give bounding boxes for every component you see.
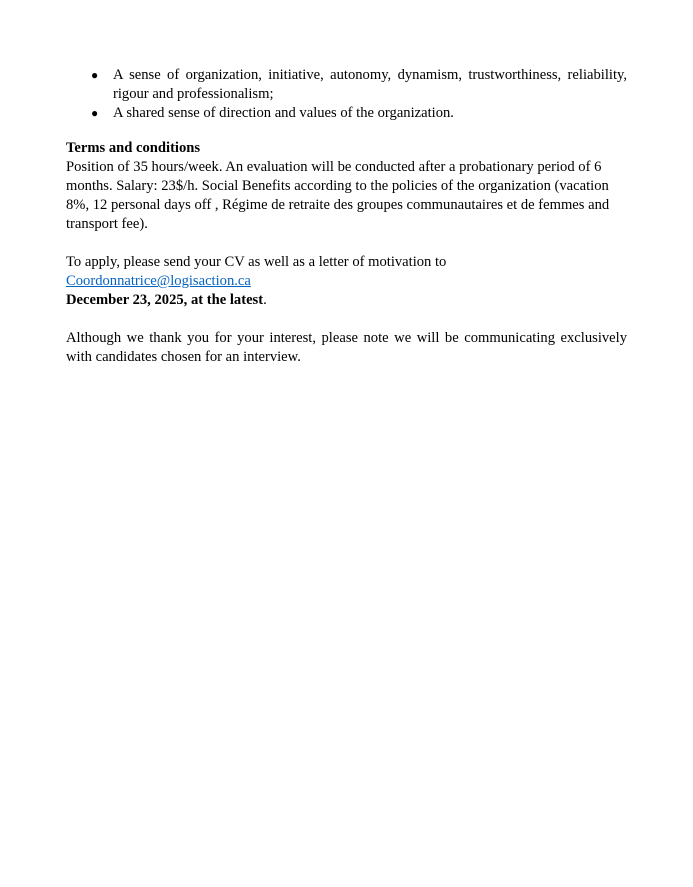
bullet-icon: ●	[91, 106, 99, 120]
bullet-icon: ●	[91, 68, 99, 82]
apply-paragraph	[66, 253, 627, 310]
apply-text: To apply, please send your CV as well as a letter of motivation to	[66, 254, 447, 270]
deadline-text: December 23, 2025, at the latest	[66, 292, 264, 308]
deadline-end: .	[263, 292, 267, 308]
list-item	[91, 66, 627, 104]
qualities-list	[66, 66, 627, 123]
terms-section	[66, 139, 627, 234]
terms-body: Position of 35 hours/week. An evaluation will be conducted after a probationary period of 6 months. Salary: 23$/h. Social Benefits according to the policies of the organization (vacation 8%, 12 personal days off , Régime de retraite des groupes communautaires et de femmes and transport fee).	[66, 159, 610, 232]
list-item-text: A shared sense of direction and values of the organization.	[113, 105, 454, 121]
list-item	[91, 104, 627, 123]
list-item-text: A sense of organization, initiative, autonomy, dynamism, trustworthiness, reliability, rigour and professionalism;	[113, 67, 627, 102]
terms-heading: Terms and conditions	[66, 140, 201, 156]
closing-paragraph: Although we thank you for your interest, please note we will be communicating exclusively with candidates chosen for an interview.	[66, 330, 627, 365]
email-link[interactable]: Coordonnatrice@logisaction.ca	[66, 273, 251, 289]
